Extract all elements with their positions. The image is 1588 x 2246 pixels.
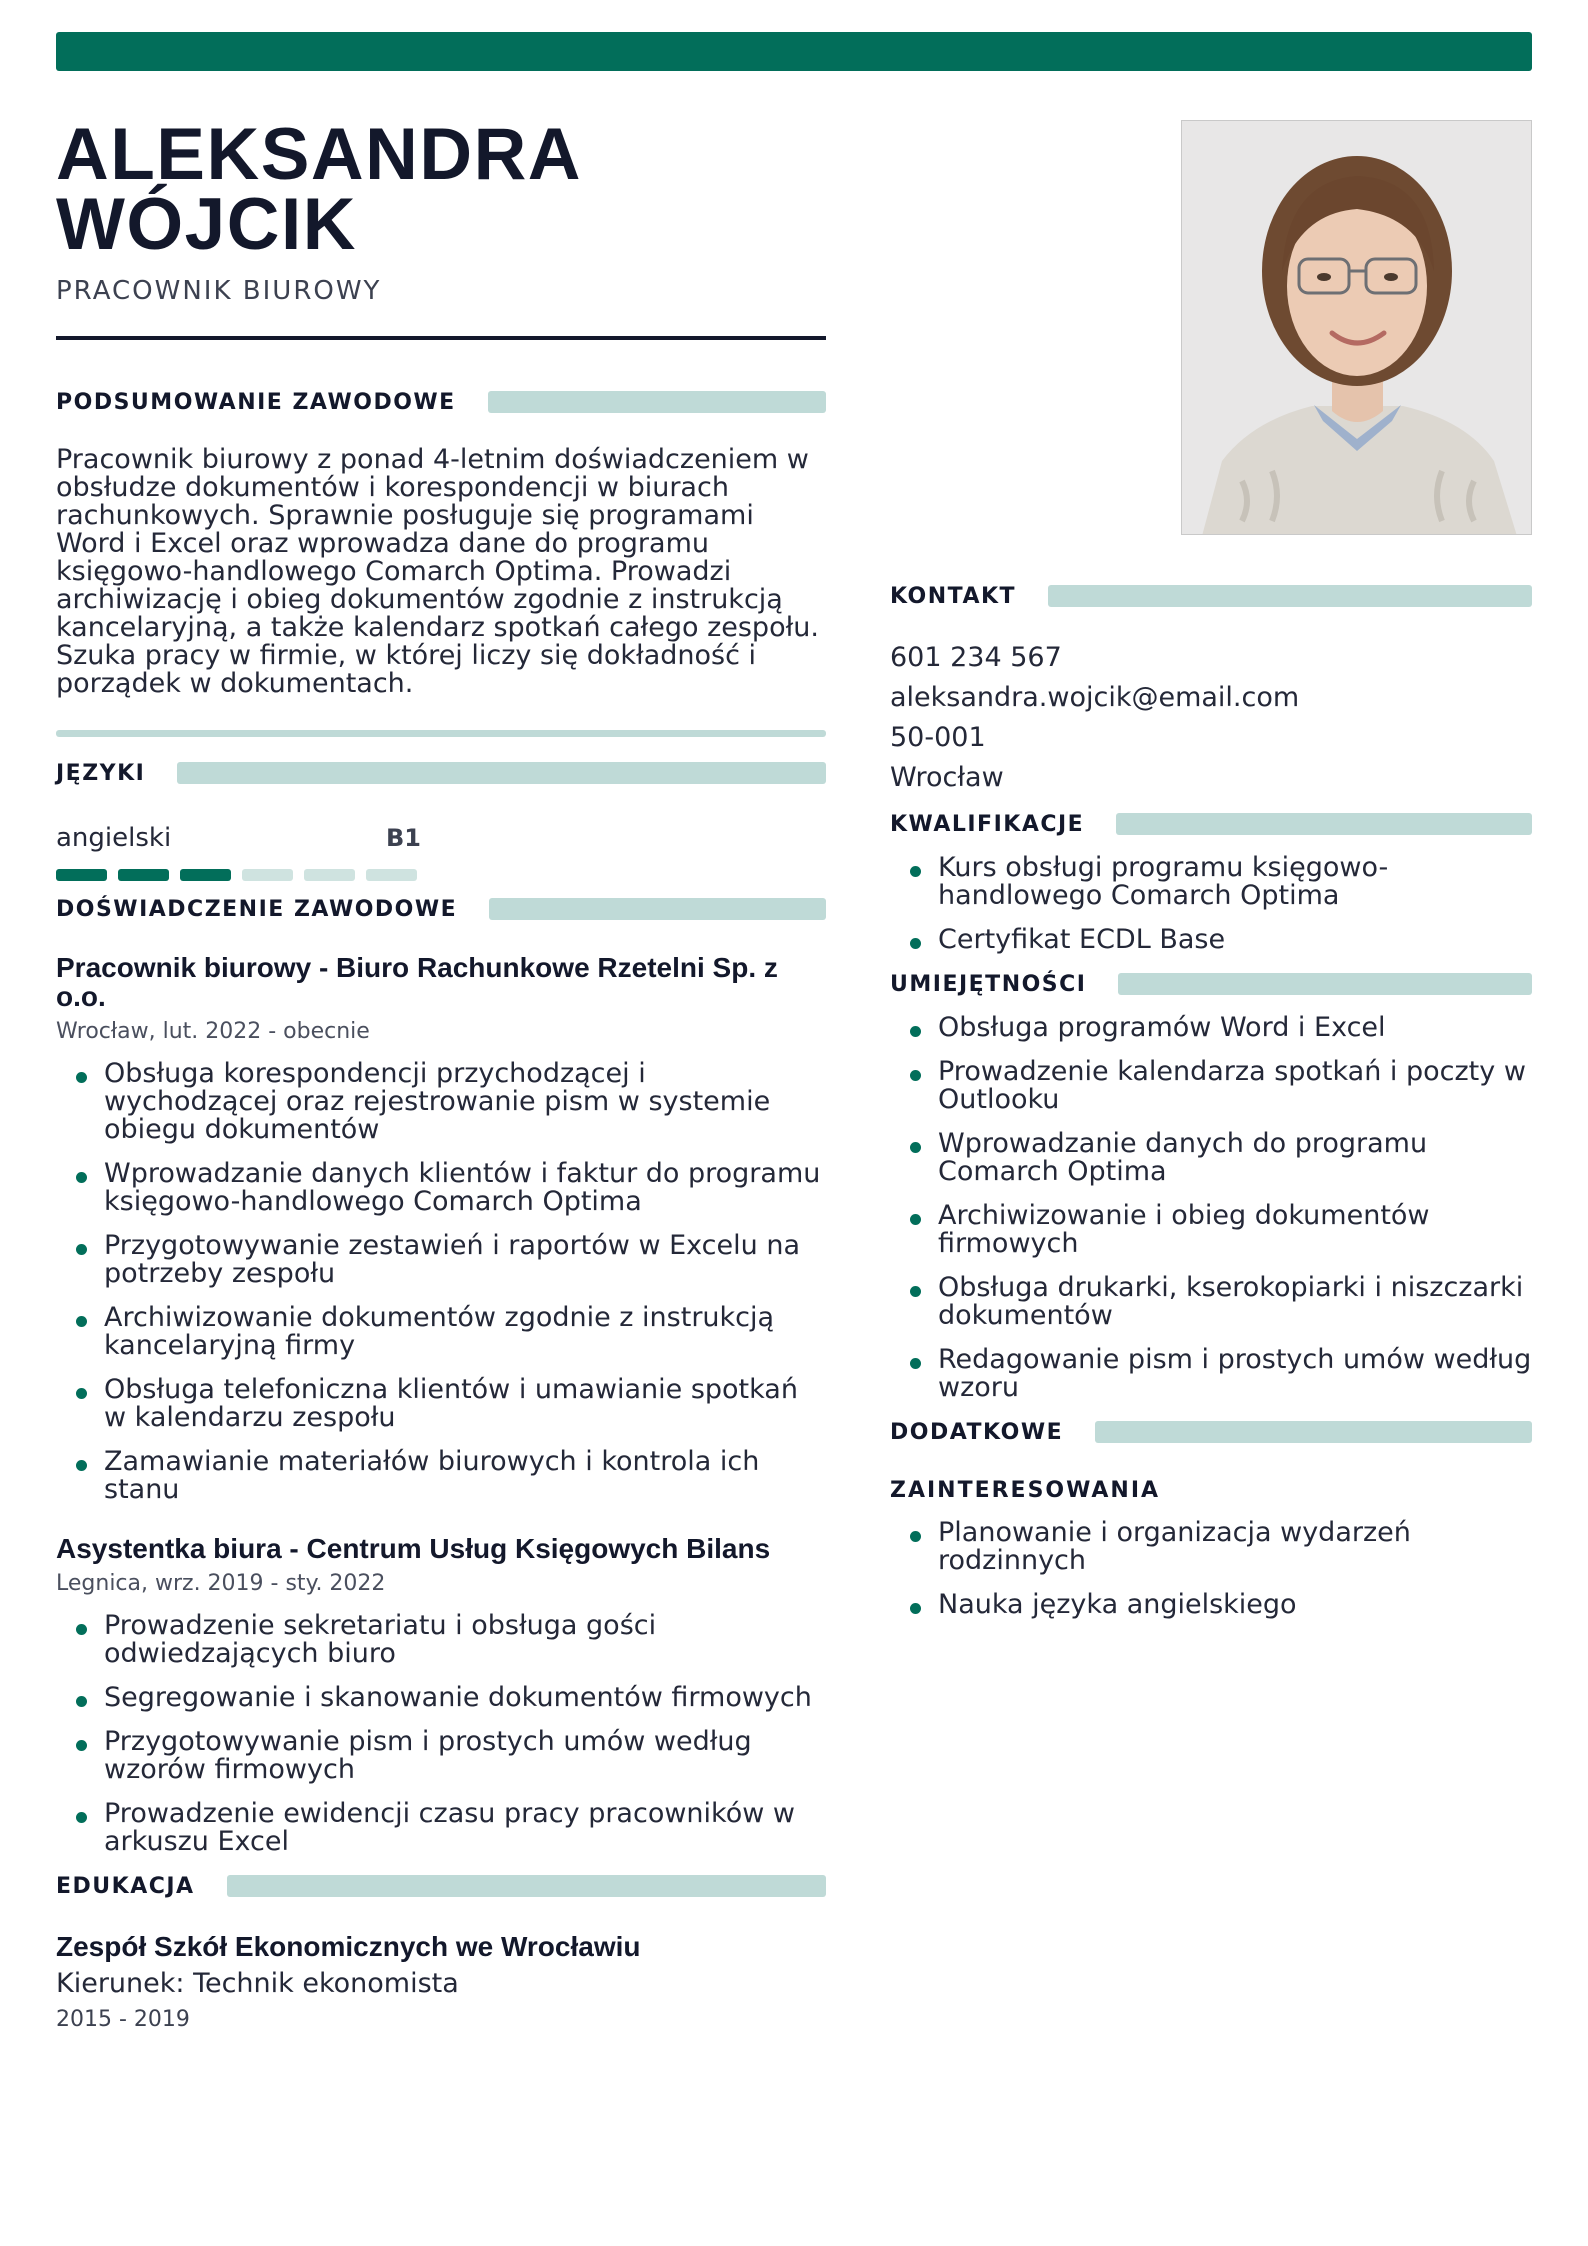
header-accent-bar [56, 32, 1532, 71]
job-location-dates: Wrocław, lut. 2022 - obecnie [56, 1019, 370, 1044]
right-column [890, 582, 1532, 1619]
list-item: Kurs obsługi programu księgowo-handlowego Comarch Optima [890, 854, 1532, 910]
contact-postal-code: 50-001 [890, 722, 986, 753]
contact-details [890, 638, 1532, 798]
contact-phone: 601 234 567 [890, 642, 1062, 673]
skills-heading-label: UMIEJĘTNOŚCI [890, 971, 1087, 997]
level-dot [242, 869, 293, 881]
additional-heading-label: DODATKOWE [890, 1419, 1064, 1445]
level-dot [56, 869, 107, 881]
language-name: angielski [56, 823, 172, 853]
summary-heading-bar [488, 391, 826, 413]
contact-city: Wrocław [890, 762, 1004, 793]
list-item: Zamawianie materiałów biurowych i kontrola ich stanu [56, 1448, 826, 1504]
additional-heading [890, 1418, 1532, 1446]
list-item: Obsługa programów Word i Excel [890, 1014, 1532, 1042]
name-last: WÓJCIK [56, 184, 357, 265]
school-name: Zespół Szkół Ekonomicznych we Wrocławiu [56, 1931, 641, 1962]
summary-heading-label: PODSUMOWANIE ZAWODOWE [56, 389, 456, 415]
language-level: B1 [386, 824, 421, 852]
title-divider [56, 336, 826, 340]
qualifications-heading [890, 810, 1532, 838]
list-item: Obsługa telefoniczna klientów i umawianie spotkań w kalendarzu zespołu [56, 1376, 826, 1432]
skills-list [890, 1014, 1532, 1402]
list-item: Prowadzenie sekretariatu i obsługa gości odwiedzających biuro [56, 1612, 826, 1668]
list-item: Wprowadzanie danych do programu Comarch Optima [890, 1130, 1532, 1186]
list-item: Obsługa korespondencji przychodzącej i wychodzącej oraz rejestrowanie pism w systemie obiegu dokumentów [56, 1060, 826, 1144]
languages-heading [56, 759, 826, 787]
additional-heading-bar [1095, 1421, 1532, 1443]
qualifications-heading-bar [1116, 813, 1532, 835]
list-item: Przygotowywanie zestawień i raportów w Excelu na potrzeby zespołu [56, 1232, 826, 1288]
qualifications-list [890, 854, 1532, 954]
list-item: Przygotowywanie pism i prostych umów według wzorów firmowych [56, 1728, 826, 1784]
languages-heading-label: JĘZYKI [56, 760, 146, 786]
education-years: 2015 - 2019 [56, 2007, 190, 2032]
job-title-company: Asystentka biura - Centrum Usług Księgowych Bilans [56, 1533, 771, 1564]
skills-heading [890, 970, 1532, 998]
job-title: PRACOWNIK BIUROWY [56, 276, 382, 306]
level-dot [304, 869, 355, 881]
list-item: Prowadzenie ewidencji czasu pracy pracowników w arkuszu Excel [56, 1800, 826, 1856]
list-item: Archiwizowanie i obieg dokumentów firmowych [890, 1202, 1532, 1258]
languages-heading-bar [177, 762, 826, 784]
level-dot [118, 869, 169, 881]
interests-heading: ZAINTERESOWANIA [890, 1478, 1161, 1503]
list-item: Redagowanie pism i prostych umów według wzoru [890, 1346, 1532, 1402]
education-heading-bar [227, 1875, 826, 1897]
experience-heading-bar [489, 898, 826, 920]
list-item: Nauka języka angielskiego [890, 1591, 1532, 1619]
portrait-image [1182, 121, 1532, 535]
job-entry-2 [56, 1534, 826, 1856]
field-of-study: Kierunek: Technik ekonomista [56, 1968, 459, 1999]
level-dot [366, 869, 417, 881]
language-level-meter [56, 869, 826, 881]
job-duties-list [56, 1060, 826, 1504]
summary-text: Pracownik biurowy z ponad 4-letnim doświadczeniem w obsłudze dokumentów i korespondencji w biurach rachunkowych. Sprawnie posługuje się programami Word i Excel oraz wprowadza dane do programu księgowo-handlowego Comarch Optima. Prowadzi archiwizację i obieg dokumentów zgodnie z instrukcją kancelaryjną, a także kalendarz spotkań całego zespołu. Szuka pracy w firmie, w której liczy się dokładność i porządek w dokumentach. [56, 444, 819, 699]
candidate-name [56, 114, 826, 265]
experience-heading [56, 895, 826, 923]
skills-heading-bar [1118, 973, 1532, 995]
profile-photo [1181, 120, 1532, 535]
job-duties-list [56, 1612, 826, 1856]
summary-heading [56, 388, 826, 416]
job-location-dates: Legnica, wrz. 2019 - sty. 2022 [56, 1571, 386, 1596]
contact-email: aleksandra.wojcik@email.com [890, 682, 1300, 713]
list-item: Certyfikat ECDL Base [890, 926, 1532, 954]
contact-heading-bar [1048, 585, 1532, 607]
job-entry-1 [56, 953, 826, 1504]
left-column [56, 114, 826, 2032]
list-item: Obsługa drukarki, kserokopiarki i niszczarki dokumentów [890, 1274, 1532, 1330]
list-item: Segregowanie i skanowanie dokumentów firmowych [56, 1684, 826, 1712]
qualifications-heading-label: KWALIFIKACJE [890, 811, 1085, 837]
education-heading-label: EDUKACJA [56, 1873, 195, 1899]
contact-heading [890, 582, 1532, 610]
interests-list [890, 1519, 1532, 1619]
list-item: Wprowadzanie danych klientów i faktur do programu księgowo-handlowego Comarch Optima [56, 1160, 826, 1216]
list-item: Archiwizowanie dokumentów zgodnie z instrukcją kancelaryjną firmy [56, 1304, 826, 1360]
job-title-company: Pracownik biurowy - Biuro Rachunkowe Rzetelni Sp. z o.o. [56, 952, 778, 1012]
education-entry [56, 1932, 826, 2032]
experience-heading-label: DOŚWIADCZENIE ZAWODOWE [56, 896, 458, 922]
language-item [56, 823, 826, 853]
list-item: Prowadzenie kalendarza spotkań i poczty w Outlooku [890, 1058, 1532, 1114]
summary-divider [56, 730, 826, 737]
name-first: ALEKSANDRA [56, 114, 582, 195]
list-item: Planowanie i organizacja wydarzeń rodzinnych [890, 1519, 1532, 1575]
contact-heading-label: KONTAKT [890, 583, 1017, 609]
education-heading [56, 1872, 826, 1900]
level-dot [180, 869, 231, 881]
